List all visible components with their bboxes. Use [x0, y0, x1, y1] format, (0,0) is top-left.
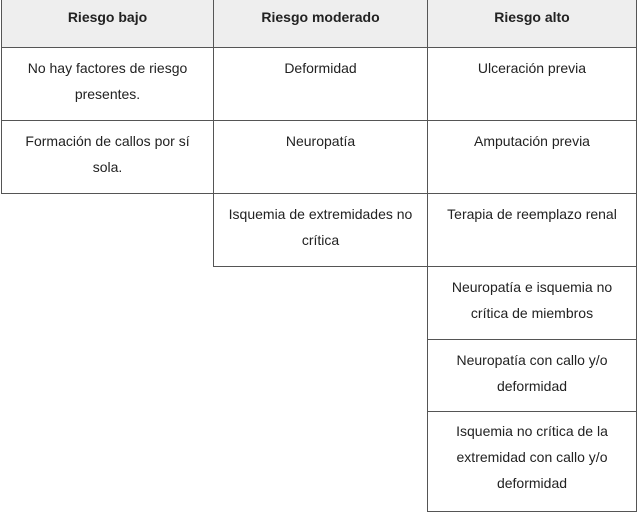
cell-moderate-risk-3	[213, 194, 427, 267]
cell-text: Isquemia no crítica de la extremidad con callo y/o deformidad	[456, 423, 608, 491]
cell-high-risk-5	[427, 340, 637, 412]
cell-high-risk-6	[427, 412, 637, 512]
cell-high-risk-3	[427, 194, 637, 267]
cell-text: Isquemia de extremidades no crítica	[228, 206, 413, 248]
cell-text: Neuropatía e isquemia no crítica de miembros	[451, 279, 613, 321]
header-moderate-risk	[213, 0, 427, 48]
cell-high-risk-1	[427, 48, 637, 121]
header-label: Riesgo moderado	[261, 9, 380, 25]
cell-text: Neuropatía con callo y/o deformidad	[456, 352, 608, 394]
cell-moderate-risk-1	[213, 48, 427, 121]
cell-text: Terapia de reemplazo renal	[447, 206, 617, 222]
cell-text: No hay factores de riesgo presentes.	[27, 60, 188, 102]
header-high-risk	[427, 0, 637, 48]
header-label: Riesgo bajo	[67, 9, 148, 25]
cell-text: Deformidad	[284, 60, 357, 76]
cell-text: Ulceración previa	[477, 60, 587, 76]
cell-low-risk-2	[1, 121, 213, 194]
cell-text: Amputación previa	[474, 133, 590, 149]
header-low-risk	[1, 0, 213, 48]
cell-text: Formación de callos por sí sola.	[25, 133, 190, 175]
cell-low-risk-1	[1, 48, 213, 121]
header-label: Riesgo alto	[494, 9, 570, 25]
cell-high-risk-4	[427, 267, 637, 340]
cell-high-risk-2	[427, 121, 637, 194]
cell-moderate-risk-2	[213, 121, 427, 194]
cell-text: Neuropatía	[285, 133, 356, 149]
